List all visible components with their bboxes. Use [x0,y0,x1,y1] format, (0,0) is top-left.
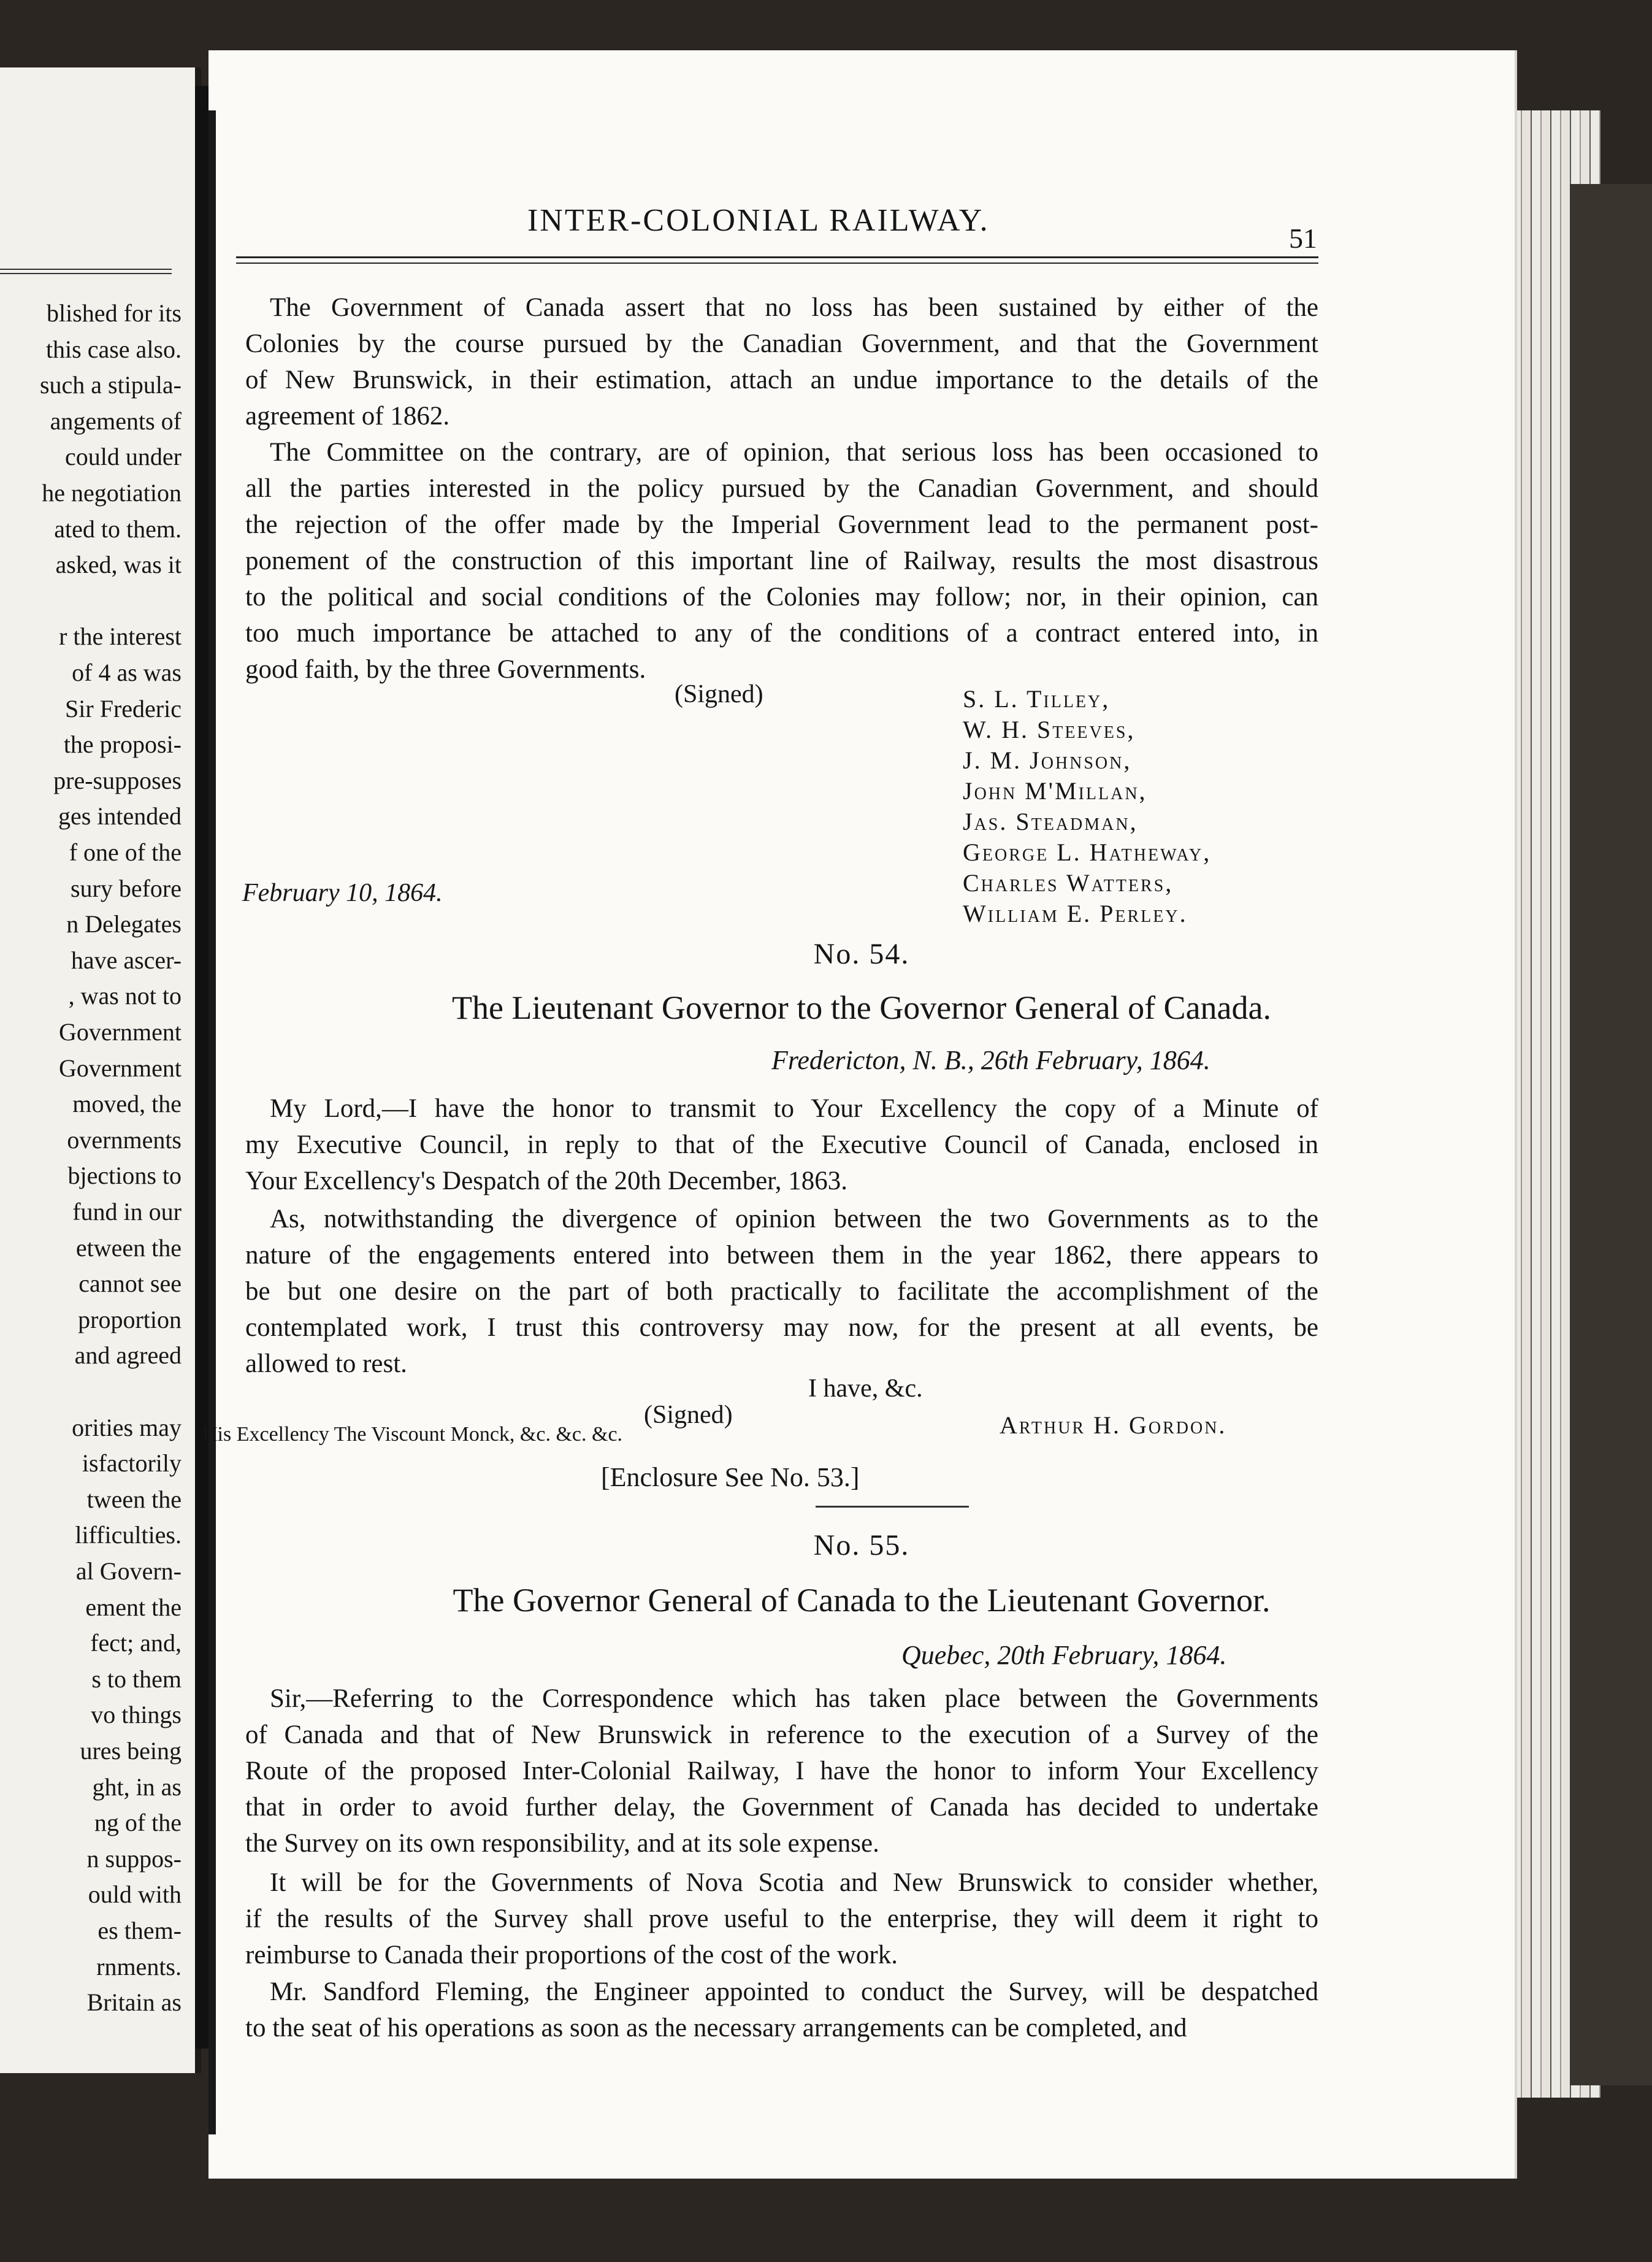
facing-page-line: could under [65,443,182,471]
text-line: reimburse to Canada their proportions of the cost of the work. [245,1941,898,1969]
facing-page-line: n suppos- [86,1844,182,1873]
facing-page-line: r the interest [59,623,182,651]
text-line: Route of the proposed Inter-Colonial Railway, I have the honor to inform Your Excellency [245,1757,1318,1785]
signed-label: (Signed) [675,680,763,708]
text-line: to the seat of his operations as soon as the necessary arrangements can be completed, and [245,2014,1187,2042]
text-line: the rejection of the offer made by the Imperial Government lead to the permanent post- [245,510,1318,539]
signatory: John M'Millan, [963,777,1147,805]
text-line: too much importance be attached to any of the conditions of a contract entered into, in [245,619,1318,648]
paragraph [245,1201,1318,1382]
facing-page-line: Britain as [86,1988,182,2017]
signatory: J. M. Johnson, [963,746,1132,774]
signatory: Jas. Steadman, [963,808,1138,835]
facing-page-line: vo things [91,1701,182,1729]
facing-page-line: rnments. [96,1952,182,1980]
facing-page-line: s to them [91,1665,182,1693]
text-line: As, notwithstanding the divergence of opinion between the two Governments as to the [270,1205,1318,1233]
facing-page [0,67,201,2073]
facing-page-line: moved, the [72,1090,182,1118]
place-date: Fredericton, N. B., 26th February, 1864. [771,1045,1210,1075]
facing-page-line: ges intended [58,802,182,830]
facing-page-line: ated to them. [54,515,182,543]
text-line: that in order to avoid further delay, the Government of Canada has decided to undertake [245,1793,1318,1822]
page-gutter [208,110,216,2134]
document-number: No. 55. [813,1529,910,1562]
facing-page-line: al Govern- [75,1557,182,1585]
text-line: Mr. Sandford Fleming, the Engineer appointed to conduct the Survey, will be despatched [270,1977,1318,2006]
facing-page-line: , was not to [68,982,182,1010]
facing-page-line: overnments [67,1125,182,1154]
enclosure-note: [Enclosure See No. 53.] [601,1462,860,1492]
signatory: W. H. Steeves, [963,716,1136,743]
facing-page-line: fect; and, [90,1629,182,1657]
facing-page-line: ould with [88,1881,182,1909]
header-rule [236,256,1318,264]
text-line: the Survey on its own responsibility, and at its sole expense. [245,1829,879,1858]
facing-page-line: ement the [85,1593,182,1621]
minute-date: February 10, 1864. [242,879,443,907]
facing-page-line: blished for its [47,299,182,327]
facing-page-line: ght, in as [92,1773,182,1801]
facing-page-line: orities may [72,1413,182,1441]
paragraph [245,1865,1318,1973]
page-number: 51 [1289,223,1317,254]
facing-page-line: asked, was it [55,551,182,579]
place-date: Quebec, 20th February, 1864. [901,1640,1227,1670]
running-title: INTER-COLONIAL RAILWAY. [527,203,990,238]
facing-page-line: pre-supposes [53,766,182,794]
facing-page-line: such a stipula- [39,371,182,399]
facing-page-line: he negotiation [42,479,182,507]
facing-page-line: sury before [70,874,182,902]
text-line: of Canada and that of New Brunswick in reference to the execution of a Survey of the [245,1720,1318,1749]
facing-page-line: f one of the [69,838,182,866]
paragraph [245,1091,1318,1199]
signatory: George L. Hatheway, [963,838,1212,866]
closing: I have, &c. [808,1374,923,1403]
facing-page-line: Government [59,1054,182,1082]
paragraph [245,1974,1318,2046]
text-line: Colonies by the course pursued by the Canadian Government, and that the Government [245,329,1318,358]
paragraph [245,1681,1318,1861]
text-line: It will be for the Governments of Nova Scotia and New Brunswick to consider whether, [270,1868,1318,1897]
signer: Arthur H. Gordon. [1000,1411,1227,1439]
text-line: Sir,—Referring to the Correspondence which has taken place between the Governments [270,1684,1318,1713]
text-line: The Government of Canada assert that no loss has been sustained by either of the [270,293,1318,322]
facing-page-rule [0,269,172,274]
facing-page-line: proportion [78,1305,182,1333]
facing-page-line: Sir Frederic [65,694,182,723]
facing-page-line: have ascer- [71,946,182,974]
text-line: to the political and social conditions of the Colonies may follow; nor, in their opinion, can [245,583,1318,612]
text-line: ponement of the construction of this important line of Railway, results the most disastrous [245,546,1318,575]
signatory: S. L. Tilley, [963,685,1111,713]
paragraph [245,289,1318,434]
text-line: my Executive Council, in reply to that of the Executive Council of Canada, enclosed in [245,1130,1318,1159]
text-line: good faith, by the three Governments. [245,655,646,684]
text-line: all the parties interested in the policy pursued by the Canadian Government, and should [245,474,1318,503]
facing-page-line: lifficulties. [75,1521,182,1549]
recipient: His Excellency The Viscount Monck, &c. &c. &c. [202,1423,623,1446]
paragraph [245,434,1318,688]
facing-page-line: fund in our [72,1198,182,1225]
facing-page-line: n Delegates [66,910,182,938]
facing-page-line: cannot see [78,1270,182,1298]
text-line: allowed to rest. [245,1349,407,1378]
book-cover-edge [1570,184,1652,2085]
text-line: My Lord,—I have the honor to transmit to Your Excellency the copy of a Minute of [270,1094,1318,1123]
facing-page-line: and agreed [74,1341,182,1370]
text-line: be but one desire on the part of both practically to facilitate the accomplishment of the [245,1277,1318,1306]
document-heading: The Governor General of Canada to the Lieutenant Governor. [453,1582,1271,1619]
facing-page-line: Government [59,1018,182,1046]
text-line: of New Brunswick, in their estimation, attach an undue importance to the details of the [245,366,1318,394]
text-line: agreement of 1862. [245,402,450,431]
facing-page-line: etween the [75,1233,182,1262]
signatory: Charles Watters, [963,869,1174,897]
facing-page-line: bjections to [67,1162,182,1190]
signatories-list [963,684,1211,929]
signatory: William E. Perley. [963,900,1188,927]
facing-page-line: of 4 as was [72,659,182,686]
text-line: contemplated work, I trust this controversy may now, for the present at all events, be [245,1313,1318,1342]
document-number: No. 54. [813,938,910,970]
facing-page-line: the proposi- [63,730,182,759]
facing-page-line: es them- [98,1917,182,1944]
text-line: if the results of the Survey shall prove useful to the enterprise, they will deem it right to [245,1904,1318,1933]
facing-page-line: angements of [50,407,182,435]
facing-page-line: ng of the [94,1809,182,1837]
document-heading: The Lieutenant Governor to the Governor General of Canada. [452,989,1271,1026]
text-line: Your Excellency's Despatch of the 20th December, 1863. [245,1167,848,1195]
text-line: nature of the engagements entered into between them in the year 1862, there appears to [245,1241,1318,1270]
facing-page-line: ures being [80,1737,182,1765]
section-divider [816,1506,969,1508]
text-line: The Committee on the contrary, are of opinion, that serious loss has been occasioned to [270,438,1318,467]
facing-page-line: this case also. [45,335,182,363]
facing-page-line: isfactorily [82,1449,182,1478]
signed-label: (Signed) [644,1401,733,1429]
facing-page-line: tween the [86,1485,182,1513]
